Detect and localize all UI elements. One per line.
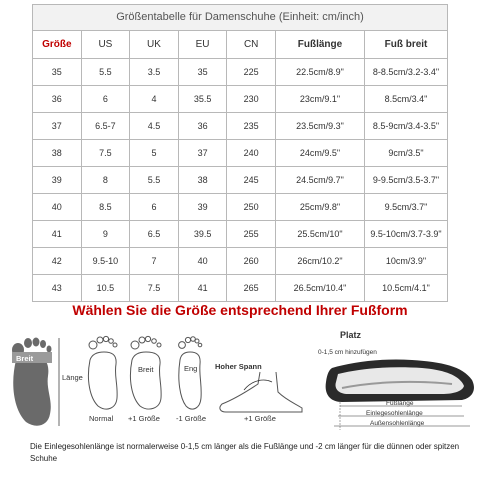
table-cell: 9.5cm/3.7" — [365, 194, 448, 221]
table-cell: 10.5 — [81, 275, 130, 302]
table-cell: 24.5cm/9.7" — [276, 167, 365, 194]
table-cell: 3.5 — [130, 59, 179, 86]
table-cell: 9-9.5cm/3.5-3.7" — [365, 167, 448, 194]
table-cell: 9.5-10 — [81, 248, 130, 275]
table-cell: 8 — [81, 167, 130, 194]
table-cell: 40 — [33, 194, 82, 221]
label-plus1-b: +1 Größe — [244, 414, 276, 423]
label-fusslaenge-fig: Fußlänge — [386, 400, 414, 407]
table-cell: 5.5 — [81, 59, 130, 86]
label-einlegesohle: Einlegesohlenlänge — [366, 410, 423, 417]
table-header-row — [33, 31, 448, 59]
table-cell: 225 — [227, 59, 276, 86]
table-cell: 39.5 — [178, 221, 227, 248]
table-cell: 245 — [227, 167, 276, 194]
table-cell: 10.5cm/4.1" — [365, 275, 448, 302]
table-cell: 265 — [227, 275, 276, 302]
header-fussbreit: Fuß breit — [365, 31, 448, 59]
label-breit: Breit — [16, 354, 34, 363]
table-cell: 4 — [130, 86, 179, 113]
shoe-section-figure — [312, 332, 480, 432]
table-cell: 24cm/9.5" — [276, 140, 365, 167]
label-normal: Normal — [89, 414, 114, 423]
table-cell: 37 — [178, 140, 227, 167]
table-cell: 9.5-10cm/3.7-3.9" — [365, 221, 448, 248]
header-groesse: Größe — [33, 31, 82, 59]
table-cell: 5.5 — [130, 167, 179, 194]
table-cell: 7.5 — [81, 140, 130, 167]
label-eng: Eng — [184, 364, 198, 373]
table-cell: 9cm/3.5" — [365, 140, 448, 167]
label-hoher-spann: Hoher Spann — [215, 362, 262, 371]
table-cell: 39 — [178, 194, 227, 221]
table-row — [33, 167, 448, 194]
label-platz: Platz — [340, 330, 362, 340]
label-platz-sub: 0-1,5 cm hinzufügen — [318, 349, 377, 356]
table-cell: 8-8.5cm/3.2-3.4" — [365, 59, 448, 86]
label-breit-2: Breit — [138, 365, 154, 374]
table-cell: 255 — [227, 221, 276, 248]
table-row — [33, 221, 448, 248]
table-cell: 38 — [33, 140, 82, 167]
table-cell: 23cm/9.1" — [276, 86, 365, 113]
table-row — [33, 275, 448, 302]
table-cell: 41 — [178, 275, 227, 302]
size-chart-title: Größentabelle für Damenschuhe (Einheit: cm/inch) — [32, 4, 448, 30]
table-cell: 9 — [81, 221, 130, 248]
table-cell: 10cm/3.9" — [365, 248, 448, 275]
table-cell: 37 — [33, 113, 82, 140]
table-cell: 6.5-7 — [81, 113, 130, 140]
table-row — [33, 113, 448, 140]
high-instep-figure — [216, 370, 306, 415]
table-cell: 26cm/10.2" — [276, 248, 365, 275]
table-row — [33, 140, 448, 167]
table-cell: 23.5cm/9.3" — [276, 113, 365, 140]
headline: Wählen Sie die Größe entsprechend Ihrer Fußform — [72, 302, 408, 318]
label-plus1: +1 Größe — [128, 414, 160, 423]
table-cell: 260 — [227, 248, 276, 275]
table-row — [33, 194, 448, 221]
label-minus1: -1 Größe — [176, 414, 207, 423]
table-cell: 6.5 — [130, 221, 179, 248]
table-cell: 36 — [33, 86, 82, 113]
table-cell: 36 — [178, 113, 227, 140]
table-row — [33, 248, 448, 275]
header-uk: UK — [130, 31, 179, 59]
table-cell: 8.5-9cm/3.4-3.5" — [365, 113, 448, 140]
header-fusslaenge: Fußlänge — [276, 31, 365, 59]
table-cell: 230 — [227, 86, 276, 113]
footnote: Die Einlegesohlenlänge ist normalerweise 0-1,5 cm länger als die Fußlänge und -2 cm länger für die dünnen oder spitzen Schuhe — [30, 442, 460, 463]
table-cell: 8.5cm/3.4" — [365, 86, 448, 113]
table-cell: 26.5cm/10.4" — [276, 275, 365, 302]
table-cell: 35 — [178, 59, 227, 86]
table-cell: 235 — [227, 113, 276, 140]
table-cell: 8.5 — [81, 194, 130, 221]
label-aussensohle: Außensohlenlänge — [370, 420, 425, 427]
header-cn: CN — [227, 31, 276, 59]
table-cell: 43 — [33, 275, 82, 302]
foot-sole-figure — [4, 330, 64, 430]
table-cell: 35 — [33, 59, 82, 86]
header-eu: EU — [178, 31, 227, 59]
header-us: US — [81, 31, 130, 59]
table-cell: 6 — [130, 194, 179, 221]
table-cell: 5 — [130, 140, 179, 167]
table-row — [33, 59, 448, 86]
table-cell: 39 — [33, 167, 82, 194]
table-cell: 42 — [33, 248, 82, 275]
table-cell: 6 — [81, 86, 130, 113]
table-cell: 40 — [178, 248, 227, 275]
table-cell: 35.5 — [178, 86, 227, 113]
table-cell: 240 — [227, 140, 276, 167]
size-table — [32, 30, 448, 302]
table-cell: 25cm/9.8" — [276, 194, 365, 221]
table-row — [33, 86, 448, 113]
table-cell: 22.5cm/8.9" — [276, 59, 365, 86]
table-cell: 7 — [130, 248, 179, 275]
table-cell: 25.5cm/10" — [276, 221, 365, 248]
table-cell: 41 — [33, 221, 82, 248]
size-chart — [32, 4, 448, 302]
label-laenge: Länge — [62, 373, 83, 382]
table-cell: 4.5 — [130, 113, 179, 140]
table-cell: 250 — [227, 194, 276, 221]
table-cell: 38 — [178, 167, 227, 194]
table-cell: 7.5 — [130, 275, 179, 302]
